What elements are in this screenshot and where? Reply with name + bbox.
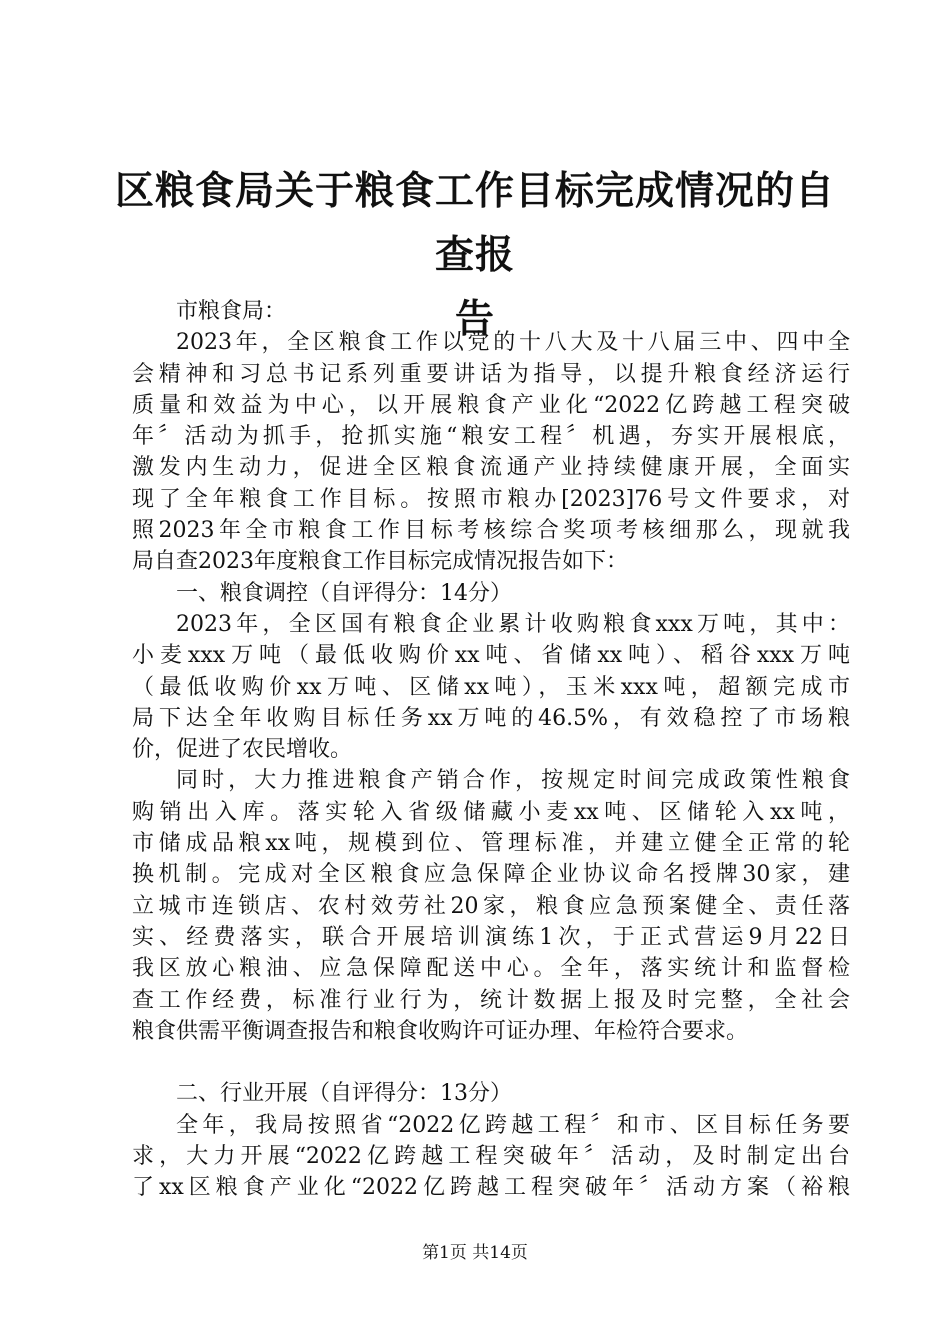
paragraph-grain-purchase (132, 609, 850, 765)
paragraph-line: 照2023年全市粮食工作目标考核综合奖项考核细那么，现就我 (132, 518, 850, 544)
paragraph-line: 2023年，全区国有粮食企业累计收购粮食xxx万吨，其中： (176, 611, 850, 637)
document-body (132, 296, 850, 1204)
salutation: 市粮食局： (176, 299, 287, 324)
paragraph-line: 全年，我局按照省“2022亿跨越工程〞和市、区目标任务要 (176, 1112, 850, 1138)
paragraph-line: 立城市连锁店、农村效劳社20家，粮食应急预案健全、责任落 (132, 893, 850, 919)
section-heading-industry: 二、行业开展（自评得分：13分） (176, 1081, 512, 1107)
paragraph-line: 实、经费落实，联合开展培训演练1次，于正式营运9月22日 (132, 924, 850, 950)
paragraph-line: 市储成品粮xx吨，规模到位、管理标准，并建立健全正常的轮 (132, 831, 850, 857)
paragraph-line: 小麦xxx万吨（最低收购价xx吨、省储xx吨）、稻谷xxx万吨 (132, 643, 850, 669)
title-line-1: 区粮食局关于粮食工作目标完成情况的自查报 (114, 169, 835, 278)
paragraph-line: 换机制。完成对全区粮食应急保障企业协议命名授牌30家，建 (132, 862, 850, 888)
paragraph-line: 查工作经费，标准行业行为，统计数据上报及时完整，全社会 (132, 987, 850, 1013)
paragraph-intro (132, 327, 850, 577)
paragraph-line: 购销出入库。落实轮入省级储藏小麦xx吨、区储轮入xx吨， (132, 799, 850, 825)
page-number: 第1页 共14页 (422, 1243, 528, 1263)
paragraph-line: 会精神和习总书记系列重要讲话为指导，以提升粮食经济运行 (132, 361, 850, 387)
paragraph-line: 我区放心粮油、应急保障配送中心。全年，落实统计和监督检 (132, 956, 850, 982)
paragraph-line: 2023年，全区粮食工作以党的十八大及十八届三中、四中全 (176, 330, 850, 356)
paragraph-line: 了xx区粮食产业化“2022亿跨越工程突破年〞活动方案（裕粮 (132, 1175, 850, 1201)
paragraph-line: 现了全年粮食工作目标。按照市粮办[2023]76号文件要求，对 (132, 486, 850, 512)
paragraph-line: 同时，大力推进粮食产销合作，按规定时间完成政策性粮食 (176, 768, 850, 794)
paragraph-production-sales (132, 765, 850, 1047)
title-line-2: 告 (454, 297, 495, 342)
paragraph-line: 局自查2023年度粮食工作目标完成情况报告如下： (132, 549, 628, 575)
paragraph-line: 激发内生动力，促进全区粮食流通产业持续健康开展，全面实 (132, 455, 850, 481)
section-heading-grain-control: 一、粮食调控（自评得分：14分） (176, 580, 512, 606)
paragraph-line: 质量和效益为中心，以开展粮食产业化“2022亿跨越工程突破 (132, 392, 850, 418)
paragraph-line: 价，促进了农民增收。 (132, 737, 353, 763)
paragraph-line: （最低收购价xx万吨、区储xx吨），玉米xxx吨，超额完成市 (132, 674, 850, 700)
page-footer (0, 1242, 950, 1264)
paragraph-line: 粮食供需平衡调查报告和粮食收购许可证办理、年检符合要求。 (132, 1018, 749, 1044)
paragraph-industry-development (132, 1110, 850, 1204)
paragraph-line: 局下达全年收购目标任务xx万吨的46.5%，有效稳控了市场粮 (132, 705, 850, 731)
paragraph-line: 年〞活动为抓手，抢抓实施“粮安工程〞机遇，夯实开展根底， (132, 424, 850, 450)
blank-line (132, 1047, 850, 1078)
paragraph-line: 求，大力开展“2022亿跨越工程突破年〞活动，及时制定出台 (132, 1144, 850, 1170)
